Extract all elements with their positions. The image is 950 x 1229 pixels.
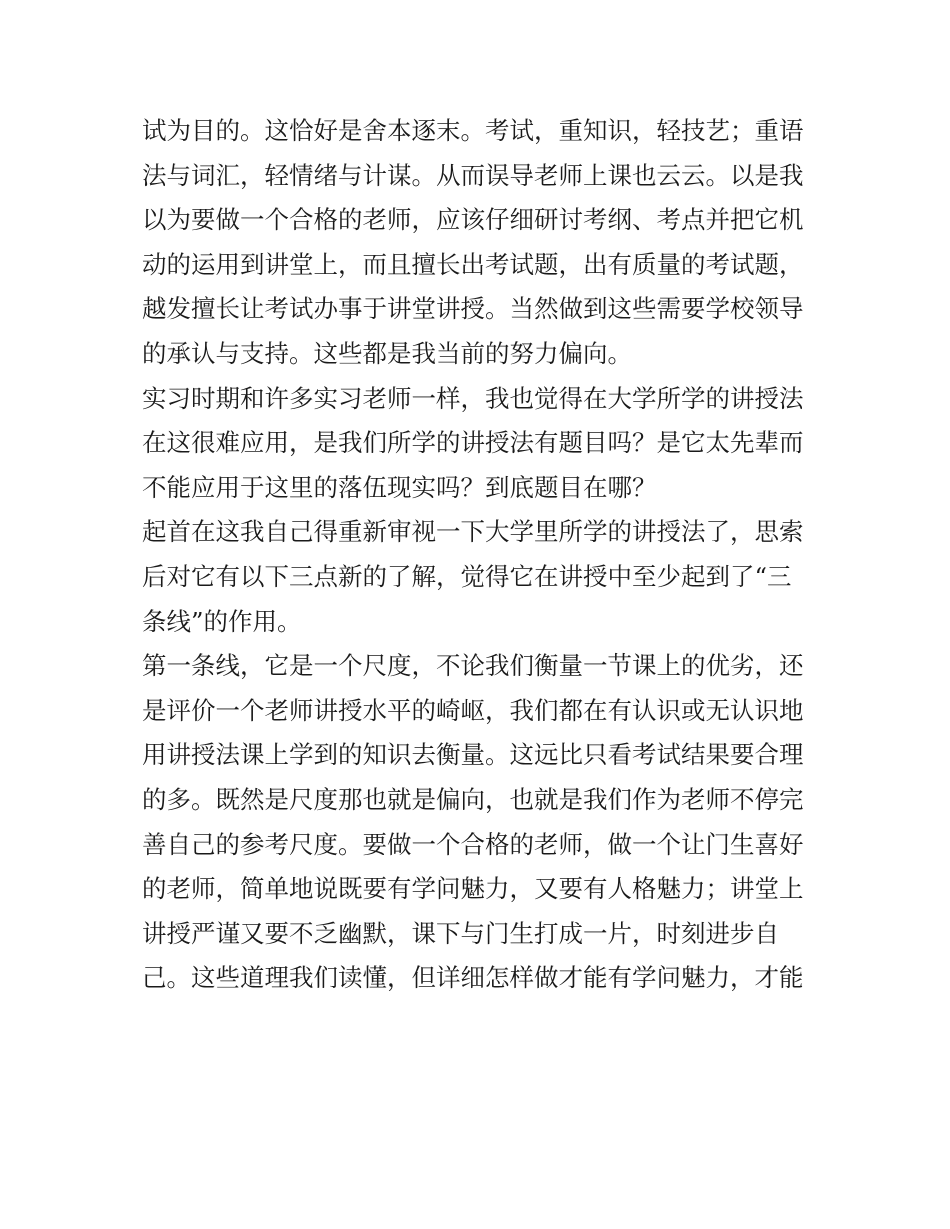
text-line: 试为目的。这恰好是舍本逐末。考试，重知识，轻技艺；重语 <box>142 116 804 145</box>
text-line: 善自己的参考尺度。要做一个合格的老师，做一个让门生喜好 <box>142 829 804 859</box>
text-line: 越发擅长让考试办事于讲堂讲授。当然做到这些需要学校领导 <box>142 294 804 324</box>
text-line: 己。这些道理我们读懂，但详细怎样做才能有学问魅力，才能 <box>142 963 804 993</box>
text-line: 以为要做一个合格的老师，应该仔细研讨考纲、考点并把它机 <box>142 205 804 235</box>
text-line: 用讲授法课上学到的知识去衡量。这远比只看考试结果要合理 <box>142 740 804 770</box>
text-line: 条线”的作用。 <box>142 606 302 636</box>
text-line: 的承认与支持。这些都是我当前的努力偏向。 <box>142 338 632 368</box>
text-line: 后对它有以下三点新的了解，觉得它在讲授中至少起到了“三 <box>142 561 792 591</box>
text-line: 的老师，简单地说既要有学问魅力，又要有人格魅力；讲堂上 <box>142 874 804 904</box>
text-line: 法与词汇，轻情绪与计谋。从而误导老师上课也云云。以是我 <box>142 160 804 190</box>
text-line: 起首在这我自己得重新审视一下大学里所学的讲授法了，思索 <box>142 517 804 547</box>
body-text <box>142 109 822 1001</box>
text-line: 讲授严谨又要不乏幽默，课下与门生打成一片，时刻进步自 <box>142 918 779 948</box>
text-line: 实习时期和许多实习老师一样，我也觉得在大学所学的讲授法 <box>142 383 804 413</box>
text-line: 动的运用到讲堂上，而且擅长出考试题，出有质量的考试题， <box>142 249 804 279</box>
text-line: 在这很难应用，是我们所学的讲授法有题目吗？是它太先辈而 <box>142 428 804 458</box>
text-line: 的多。既然是尺度那也就是偏向，也就是我们作为老师不停完 <box>142 784 804 814</box>
text-line: 是评价一个老师讲授水平的崎岖，我们都在有认识或无认识地 <box>142 695 804 725</box>
text-line: 第一条线，它是一个尺度，不论我们衡量一节课上的优劣，还 <box>142 651 804 681</box>
text-line: 不能应用于这里的落伍现实吗？到底题目在哪？ <box>142 472 657 502</box>
